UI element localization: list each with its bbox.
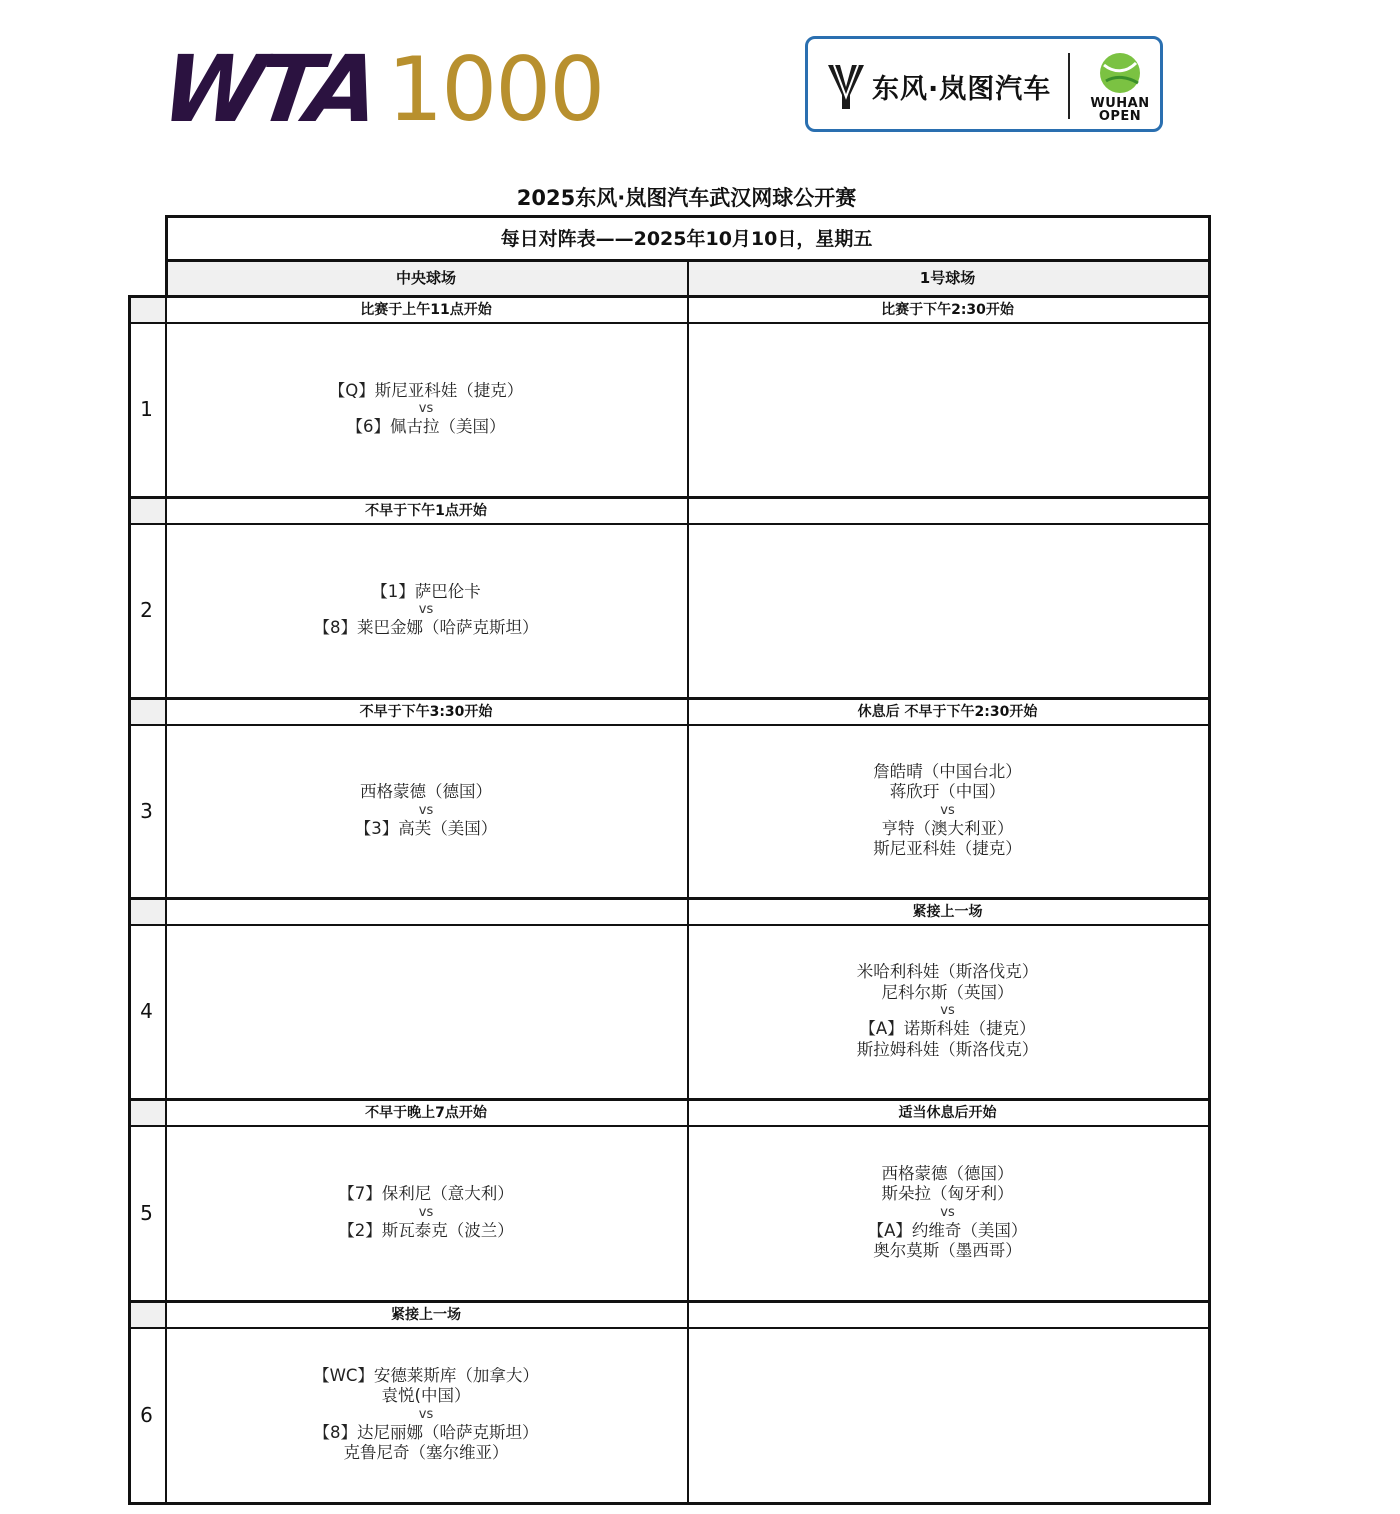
player-line: 斯尼亚科娃（捷克） <box>873 839 1022 858</box>
court1-time-label <box>687 1300 1208 1327</box>
central-time-label: 比赛于上午11点开始 <box>360 301 492 318</box>
court1-match <box>687 523 1208 697</box>
row-number: 1 <box>140 397 153 421</box>
player-line: 亨特（澳大利亚） <box>881 818 1014 838</box>
row-number: 6 <box>140 1402 153 1427</box>
table-right-border <box>1208 215 1211 1505</box>
row-divider <box>128 697 1208 700</box>
wta-tier-text: 1000 <box>387 38 604 141</box>
court1-time-label: 适当休息后开始 <box>898 1104 997 1121</box>
header-shade <box>128 1098 165 1125</box>
label-divider <box>128 724 1208 726</box>
court1-time-label: 休息后 不早于下午2:30开始 <box>857 703 1038 720</box>
vs-label: vs <box>418 802 434 818</box>
vs-label: vs <box>940 1204 955 1220</box>
row-divider <box>128 1300 1208 1303</box>
vs-label: vs <box>418 602 434 617</box>
wuhan-open-text: WUHAN OPEN <box>1090 96 1150 124</box>
player-line: 【2】斯瓦泰克（波兰） <box>338 1220 514 1240</box>
player-line: 【7】保利尼（意大利） <box>338 1184 514 1203</box>
table-top-border <box>165 215 1211 218</box>
daily-schedule-title: 每日对阵表——2025年10月10日，星期五 <box>500 227 873 250</box>
header-shade <box>128 697 165 724</box>
vs-label: vs <box>418 1204 434 1220</box>
vs-label: vs <box>418 1406 434 1422</box>
header-shade <box>128 897 165 924</box>
player-line: 克鲁尼奇（塞尔维亚） <box>343 1443 509 1462</box>
vs-label: vs <box>940 1003 955 1018</box>
header-shade <box>128 1300 165 1327</box>
central-time-label: 不早于下午3:30开始 <box>359 703 493 720</box>
player-line: 【Q】斯尼亚科娃（捷克） <box>328 380 524 400</box>
player-line: 【6】佩古拉（美国） <box>346 417 506 436</box>
wta-logo-text: WTA <box>155 36 381 143</box>
tournament-title: 2025东风·岚图汽车武汉网球公开赛 <box>516 186 857 210</box>
row-divider <box>128 1098 1208 1101</box>
player-line: 【WC】安德莱斯库（加拿大） <box>313 1365 539 1385</box>
court-divider <box>687 259 689 1502</box>
vs-label: vs <box>418 401 434 416</box>
row-divider <box>128 496 1208 499</box>
table-bottom-border <box>128 1502 1211 1505</box>
header-shade <box>128 295 165 322</box>
player-line: 【A】约维奇（美国） <box>867 1220 1028 1240</box>
player-line: 袁悦(中国） <box>381 1386 471 1405</box>
court-header-court1: 1号球场 <box>919 268 976 287</box>
central-match <box>165 322 687 496</box>
player-line: 蒋欣玗（中国） <box>889 782 1006 801</box>
player-line: 【8】达尼丽娜（哈萨克斯坦） <box>313 1422 539 1442</box>
court1-time-label <box>687 496 1208 523</box>
court1-match <box>687 724 1208 897</box>
court-header-central: 中央球场 <box>395 268 456 287</box>
player-line: 西格蒙德（德国） <box>360 782 492 801</box>
table-left-border-upper <box>165 215 168 295</box>
player-line: 【3】高芙（美国） <box>354 818 498 838</box>
court1-match <box>687 1327 1208 1502</box>
player-line: 詹皓晴（中国台北） <box>873 761 1022 781</box>
central-match <box>165 924 687 1098</box>
table-border <box>128 295 1208 298</box>
central-time-label: 紧接上一场 <box>391 1306 461 1323</box>
label-divider <box>128 322 1208 324</box>
label-divider <box>128 523 1208 525</box>
central-time-label: 不早于下午1点开始 <box>365 502 487 519</box>
court1-time-label: 比赛于下午2:30开始 <box>881 301 1014 318</box>
row-number: 3 <box>140 798 153 823</box>
label-divider <box>128 1125 1208 1127</box>
central-match <box>165 1125 687 1300</box>
player-line: 【8】莱巴金娜（哈萨克斯坦） <box>313 618 539 637</box>
row-divider <box>128 897 1208 900</box>
label-divider <box>128 924 1208 926</box>
row-number: 2 <box>140 598 153 622</box>
player-line: 斯拉姆科娃（斯洛伐克） <box>856 1039 1039 1059</box>
central-time-label: 不早于晚上7点开始 <box>365 1104 487 1121</box>
player-line: 尼科尔斯（英国） <box>881 982 1014 1002</box>
vs-label: vs <box>940 802 955 818</box>
player-line: 西格蒙德（德国） <box>881 1163 1014 1183</box>
central-time-label <box>165 897 687 924</box>
row-number: 5 <box>140 1200 153 1225</box>
central-match <box>165 1327 687 1502</box>
player-line: 【A】诺斯科娃（捷克） <box>859 1019 1036 1038</box>
player-line: 斯朵拉（匈牙利） <box>881 1184 1014 1203</box>
court1-time-label: 紧接上一场 <box>912 903 983 920</box>
player-line: 【1】萨巴伦卡 <box>371 581 481 601</box>
central-match <box>165 523 687 697</box>
row-number: 4 <box>140 999 153 1023</box>
header-shade <box>128 496 165 523</box>
table-left-border <box>128 295 131 1505</box>
player-line: 米哈利科娃（斯洛伐克） <box>856 962 1039 981</box>
central-match <box>165 724 687 897</box>
sponsor-brand-name: 东风·岚图汽车 <box>872 74 1052 105</box>
court1-match <box>687 924 1208 1098</box>
player-line: 奥尔莫斯（墨西哥） <box>873 1241 1022 1260</box>
court1-match <box>687 1125 1208 1300</box>
court1-match <box>687 322 1208 496</box>
label-divider <box>128 1327 1208 1329</box>
